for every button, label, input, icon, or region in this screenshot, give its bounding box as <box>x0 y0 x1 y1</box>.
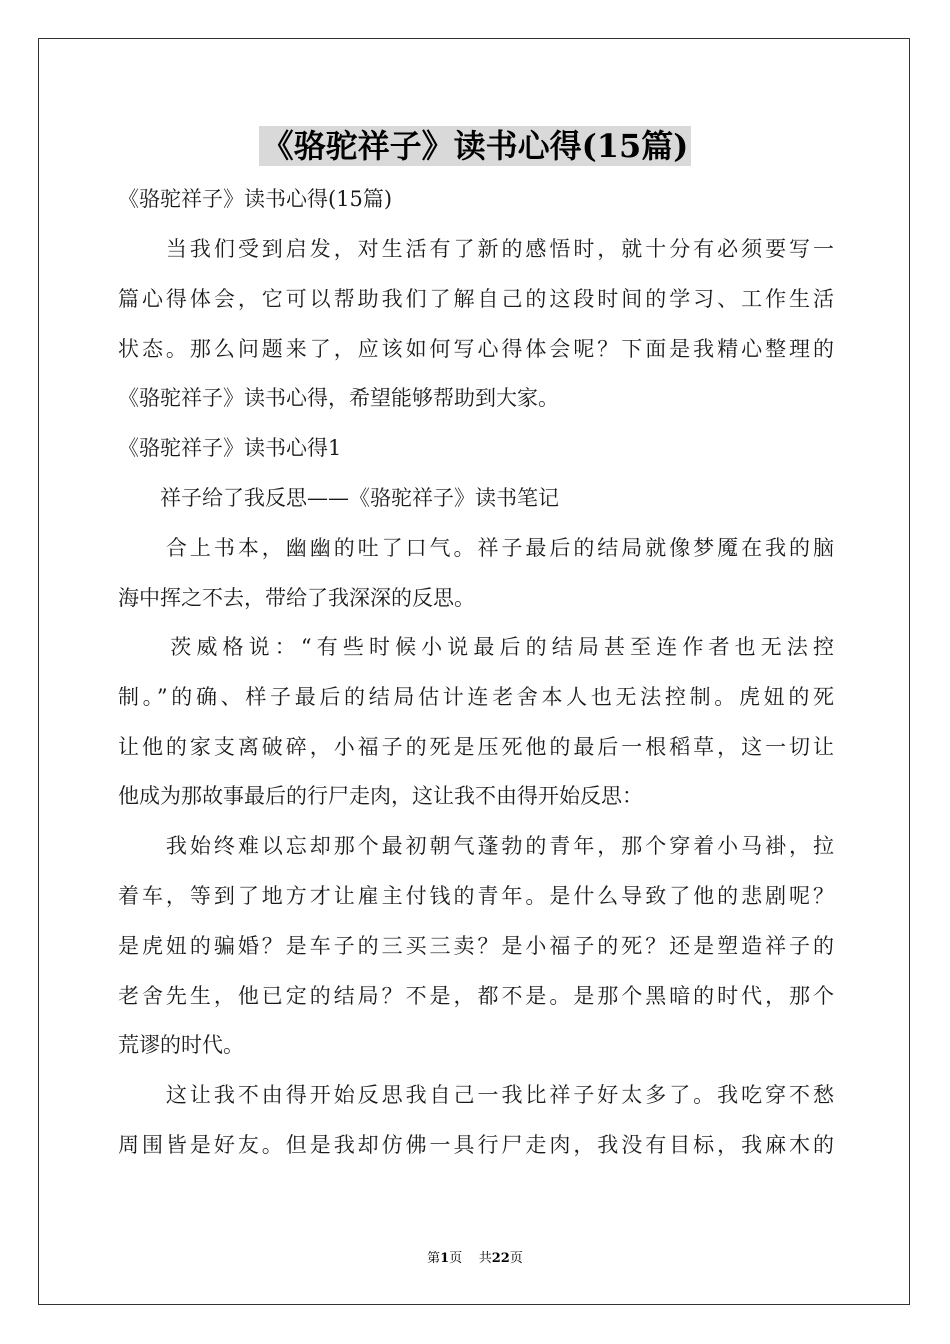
title-container <box>0 126 950 166</box>
page-number: 1 <box>440 1251 450 1266</box>
text-line: 《骆驼祥子》读书心得(15篇) <box>118 187 393 211</box>
text-line: 我始终难以忘却那个最初朝气蓬勃的青年，那个穿着小马褂，拉 <box>118 834 834 858</box>
text-line: 他成为那故事最后的行尸走肉，这让我不由得开始反思： <box>118 784 643 808</box>
text-line: 制。”的确、样子最后的结局估计连老舍本人也无法控制。虎妞的死 <box>118 685 834 709</box>
total-pages-indicator: 共22页 <box>478 1251 523 1266</box>
text-line: 《骆驼祥子》读书心得，希望能够帮助到大家。 <box>118 386 559 410</box>
text-line: 周围皆是好友。但是我却仿佛一具行尸走肉，我没有目标，我麻木的 <box>118 1133 834 1157</box>
document-title: 《骆驼祥子》读书心得(15篇) <box>259 126 692 166</box>
text-line: 茨威格说：“有些时候小说最后的结局甚至连作者也无法控 <box>118 635 834 659</box>
text-line: 海中挥之不去，带给了我深深的反思。 <box>118 586 475 610</box>
text-line: 篇心得体会，它可以帮助我们了解自己的这段时间的学习、工作生活 <box>118 287 834 311</box>
page-footer <box>0 1247 950 1266</box>
page-border <box>38 38 910 1305</box>
text-line: 这让我不由得开始反思我自己一我比祥子好太多了。我吃穿不愁 <box>118 1083 834 1107</box>
total-pages: 22 <box>491 1251 510 1266</box>
text-line: 合上书本，幽幽的吐了口气。祥子最后的结局就像梦魇在我的脑 <box>118 536 834 560</box>
text-line: 当我们受到启发，对生活有了新的感悟时，就十分有必须要写一 <box>118 237 834 261</box>
text-line: 荒谬的时代。 <box>118 1033 244 1057</box>
text-line: 着车，等到了地方才让雇主付钱的青年。是什么导致了他的悲剧呢？ <box>118 884 834 908</box>
text-line: 祥子给了我反思——《骆驼祥子》读书笔记 <box>118 486 559 510</box>
text-line: 让他的家支离破碎，小福子的死是压死他的最后一根稻草，这一切让 <box>118 735 834 759</box>
text-line: 状态。那么问题来了，应该如何写心得体会呢？下面是我精心整理的 <box>118 337 834 361</box>
page-indicator: 第1页 <box>427 1251 463 1266</box>
text-line: 是虎妞的骗婚？是车子的三买三卖？是小福子的死？还是塑造祥子的 <box>118 934 834 958</box>
text-line: 《骆驼祥子》读书心得1 <box>118 436 342 460</box>
text-line: 老舍先生，他已定的结局？不是，都不是。是那个黑暗的时代，那个 <box>118 984 834 1008</box>
